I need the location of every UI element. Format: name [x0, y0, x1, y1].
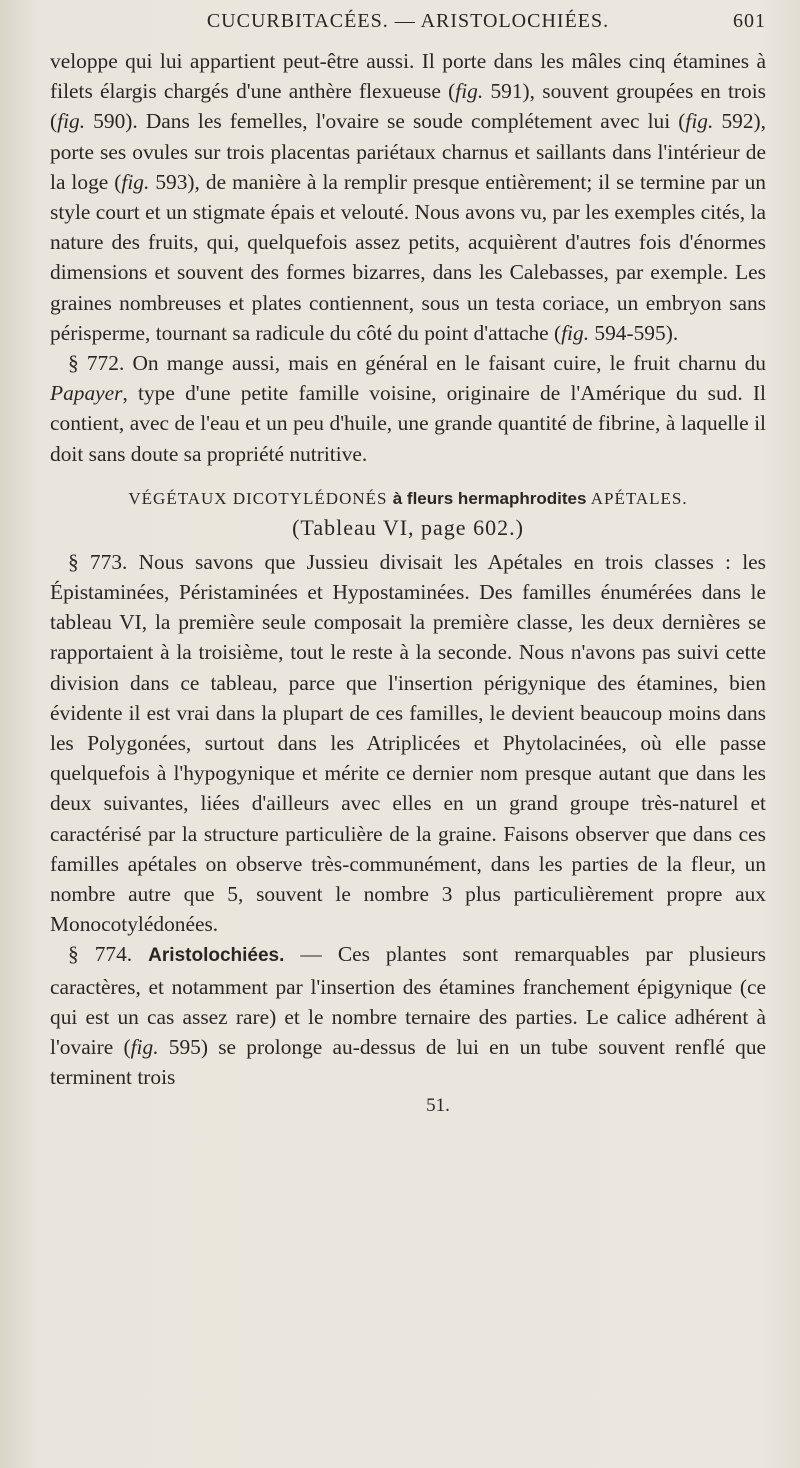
- text-run: 590). Dans les femelles, l'ovaire se soude complétement avec lui (: [85, 109, 686, 134]
- family-name-bold: Aristolochiées.: [148, 945, 285, 967]
- fig-ref: fig.: [121, 169, 150, 194]
- paragraph-772: [50, 348, 766, 469]
- text-run: veloppe qui lui appartient peut-être aussi. Il porte dans les mâles cinq étamines à filets élargis chargés d'une anthère flexueuse (: [50, 49, 766, 104]
- paragraph-773: § 773. Nous savons que Jussieu divisait les Apétales en trois classes : les Épistaminées, Péristaminées et Hypostaminées. Des familles énumérées dans le tableau VI, la première seule composait la première classe, les deux dernières se rapportaient à la troisième, tout le reste à la seconde. Nous n'avons pas suivi cette division dans ce tableau, parce que l'insertion périgynique des étamines, bien évidente il est vrai dans la plupart de ces familles, le devient beaucoup moins dans les Polygonées, surtout dans les Atriplicées et Phytolacinées, où elle passe quelquefois à l'hypogynique et mérite ce dernier nom presque autant que dans les deux suivantes, liées d'ailleurs avec elles en un grand groupe très-naturel et caractérisé par la structure particulière de la graine. Faisons observer que dans ces familles apétales on observe très-communément, dans les parties de la fleur, un nombre autre que 5, souvent le nombre 3 plus particulièrement propre aux Monocotylédonées.: [50, 549, 766, 937]
- text-run: , type d'une petite famille voisine, originaire de l'Amérique du sud. Il contient, avec de l'eau et un peu d'huile, une grande quantité de fibrine, à laquelle il doit sans doute sa propriété nutritive.: [50, 381, 766, 466]
- text-run: 592), porte ses ovules sur trois placentas pariétaux charnus et saillants dans l'intérieur de la loge (: [50, 109, 766, 194]
- page-number: 601: [733, 10, 766, 32]
- signature-mark: 51.: [426, 1094, 450, 1116]
- paragraph-774: [50, 939, 766, 1092]
- running-header: [50, 10, 766, 46]
- text-run: 595) se prolonge au-dessus de lui en un tube souvent renflé que terminent trois: [50, 1035, 767, 1090]
- text-run: 594-595).: [589, 320, 679, 345]
- section-subheading: (Tableau VI, page 602.): [292, 514, 524, 540]
- text-run: § 774.: [68, 942, 149, 967]
- body-text-2: [50, 547, 766, 1093]
- section-heading-pre: VÉGÉTAUX DICOTYLÉDONÉS: [128, 488, 393, 508]
- section-heading: [50, 489, 766, 509]
- header-title: CUCURBITACÉES. — ARISTOLOCHIÉES.: [206, 10, 610, 32]
- text-run: — Ces plantes sont remarquables par plusieurs caractères, et notamment par l'insertion des étamines franchement épigynique (ce qui est un cas assez rare) et le nombre ternaire des parties. Le calice adhérent à l'ovaire (: [50, 942, 766, 1060]
- section-heading-post: APÉTALES.: [586, 488, 688, 508]
- section-heading-bold: à fleurs hermaphrodites: [392, 488, 587, 508]
- body-text: [50, 46, 766, 469]
- fig-ref: fig.: [455, 79, 484, 104]
- paragraph-1: [50, 46, 766, 348]
- text-run: 593), de manière à la remplir presque entièrement; il se termine par un style court et un stigmate épais et velouté. Nous avons vu, par les exemples cités, la nature des fruits, qui, quelquefois assez petits, acquièrent d'autres fois d'énormes dimensions et souvent des formes bizarres, dans les Calebasses, par exemple. Les graines nombreuses et plates contiennent, sous un testa coriace, un embryon sans périsperme, tournant sa radicule du côté du point d'attache (: [50, 169, 766, 345]
- fig-ref: fig.: [57, 109, 86, 134]
- text-run: § 772. On mange aussi, mais en général en le faisant cuire, le fruit charnu du: [68, 351, 766, 376]
- text-run: 591), souvent groupées en trois (: [50, 79, 766, 134]
- taxon-name: Papayer: [50, 381, 123, 406]
- fig-ref: fig.: [561, 320, 590, 345]
- fig-ref: fig.: [130, 1035, 159, 1060]
- fig-ref: fig.: [685, 109, 714, 134]
